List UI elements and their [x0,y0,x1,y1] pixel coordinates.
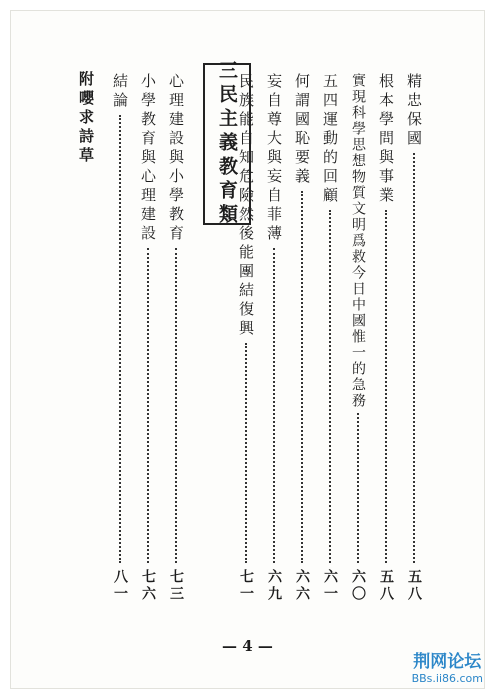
toc-entry[interactable] [289,73,315,603]
toc-entry-page: 六〇 [350,569,366,603]
toc-entry-page: 六六 [294,569,310,603]
toc-entry[interactable] [135,73,161,603]
toc-entry-title: 結論 [111,73,129,111]
leader-dots [357,413,359,563]
toc-entry[interactable] [401,73,427,603]
toc-entry-title: 小學教育與心理建設 [139,73,157,244]
toc-entry-title: 民族能自知危險然後能團結復興 [237,73,255,339]
leader-dots [301,191,303,563]
document-page [10,10,485,689]
leader-dots [175,248,177,563]
toc-entry[interactable] [107,73,133,603]
toc-entry-page: 五八 [378,569,394,603]
site-watermark [412,652,483,686]
toc-entry-title: 根本學問與事業 [377,73,395,206]
toc-entry-title: 心理建設與小學教育 [167,73,185,244]
toc-entry[interactable] [163,73,189,603]
toc-entry-page: 五八 [406,569,422,603]
section-heading [203,60,251,228]
toc-entry-title: 實現科學思想物質文明爲救今日中國惟一的急務 [350,73,366,409]
toc-entry[interactable] [345,73,371,603]
toc-entry-title: 妄自尊大與妄自菲薄 [265,73,283,244]
leader-dots [119,115,121,563]
toc-entry-title: 五四運動的回顧 [321,73,339,206]
toc-entry-page: 七三 [168,569,184,603]
section-heading-text: 三民主義教育類 [216,60,238,228]
toc-entry-page: 六九 [266,569,282,603]
toc-entry-page: 七一 [238,569,254,603]
appendix-title: 附嚶求詩草 [77,71,95,166]
toc-entry-title: 何謂國恥要義 [293,73,311,187]
leader-dots [329,210,331,563]
toc-entry[interactable] [317,73,343,603]
leader-dots [245,343,247,563]
watermark-url: BBs.ii86.com [411,672,483,685]
toc-entry[interactable] [261,73,287,603]
toc-entry-page: 七六 [140,569,156,603]
toc-entry[interactable] [373,73,399,603]
leader-dots [147,248,149,563]
leader-dots [385,210,387,563]
page-number: — 4 — [222,637,273,655]
toc-entry-page: 八一 [112,569,128,603]
leader-dots [273,248,275,563]
leader-dots [413,153,415,563]
toc-entry-page: 六一 [322,569,338,603]
toc-entry-title: 精忠保國 [405,73,423,149]
appendix-entry[interactable] [73,71,99,170]
watermark-title: 荆网论坛 [413,652,482,672]
